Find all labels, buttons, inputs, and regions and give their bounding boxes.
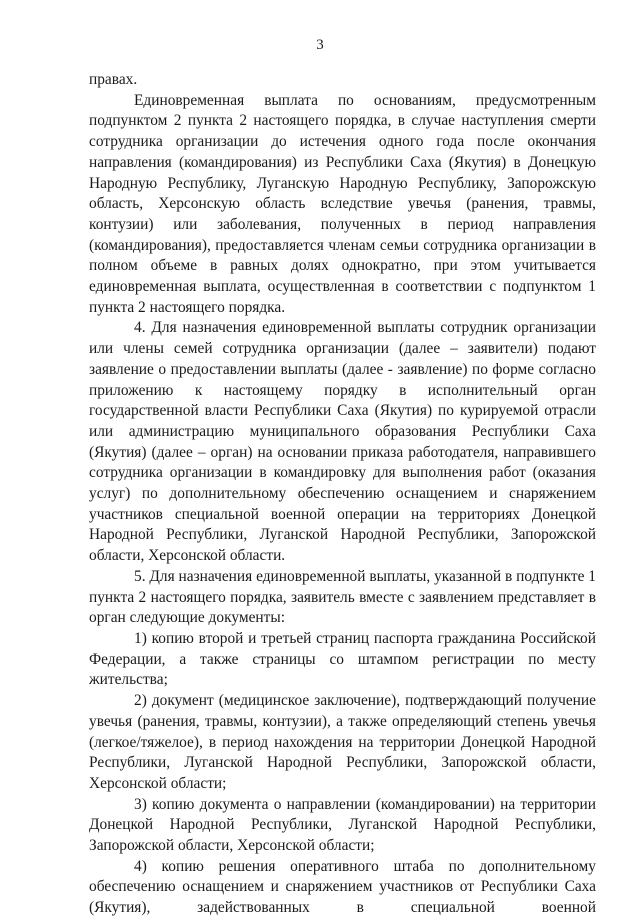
paragraph-item-5-1: 1) копию второй и третьей страниц паспорта гражданина Российской Федерации, а также страницы со штампом регистрации по месту жительства; [89,629,596,689]
paragraph-item-5: 5. Для назначения единовременной выплаты, указанной в подпункте 1 пункта 2 настоящего порядка, заявитель вместе с заявлением представляет в орган следующие документы: [89,567,596,627]
paragraph-item-5-4: 4) копию решения оперативного штаба по дополнительному обеспечению оснащением и снаряжением участников от Республики Саха (Якутия), задействованных в специальной военной [89,857,596,917]
paragraph-item-4: 4. Для назначения единовременной выплаты сотрудник организации или члены семей сотрудника организации (далее – заявители) подают заявление о предоставлении выплаты (далее - заявление) по форме согласно приложению к настоящему порядку в исполнительный орган государственной власти Республики Саха (Якутия) по курируемой отрасли или администрацию муниципального образования Республики Саха (Якутия) (далее – орган) на основании приказа работодателя, направившего сотрудника организации в командировку для выполнения работ (оказания услуг) по дополнительному обеспечению оснащением и снаряжением участников специальной военной операции на территориях Донецкой Народной Республики, Луганской Народной Республики, Запорожской области, Херсонской области. [89,319,596,565]
paragraph-item-5-2: 2) документ (медицинское заключение), подтверждающий получение увечья (ранения, травмы, контузии), а также определяющий степень увечья (легкое/тяжелое), в период нахождения на территории Донецкой Народной Республики, Луганской Народной Республики, Запорожской области, Херсонской области; [89,692,596,792]
document-body [89,70,596,919]
paragraph-item-5-3: 3) копию документа о направлении (командировании) на территории Донецкой Народной Республики, Луганской Народной Республики, Запорожской области, Херсонской области; [89,795,596,855]
paragraph-continuation: правах. [89,71,138,88]
paragraph-lump-sum-death: Единовременная выплата по основаниям, предусмотренным подпунктом 2 пункта 2 настоящего порядка, в случае наступления смерти сотрудника организации до истечения одного года после окончания направления (командирования) из Республики Саха (Якутия) в Донецкую Народную Республику, Луганскую Народную Республику, Запорожскую область, Херсонскую область вследствие увечья (ранения, травмы, контузии) или заболевания, полученных в период направления (командирования), предоставляется членам семьи сотрудника организации в полном объеме в равных долях однократно, при этом учитывается единовременная выплата, осуществленная в соответствии с подпунктом 1 пункта 2 настоящего порядка. [89,91,596,316]
page-number: 3 [316,37,324,53]
